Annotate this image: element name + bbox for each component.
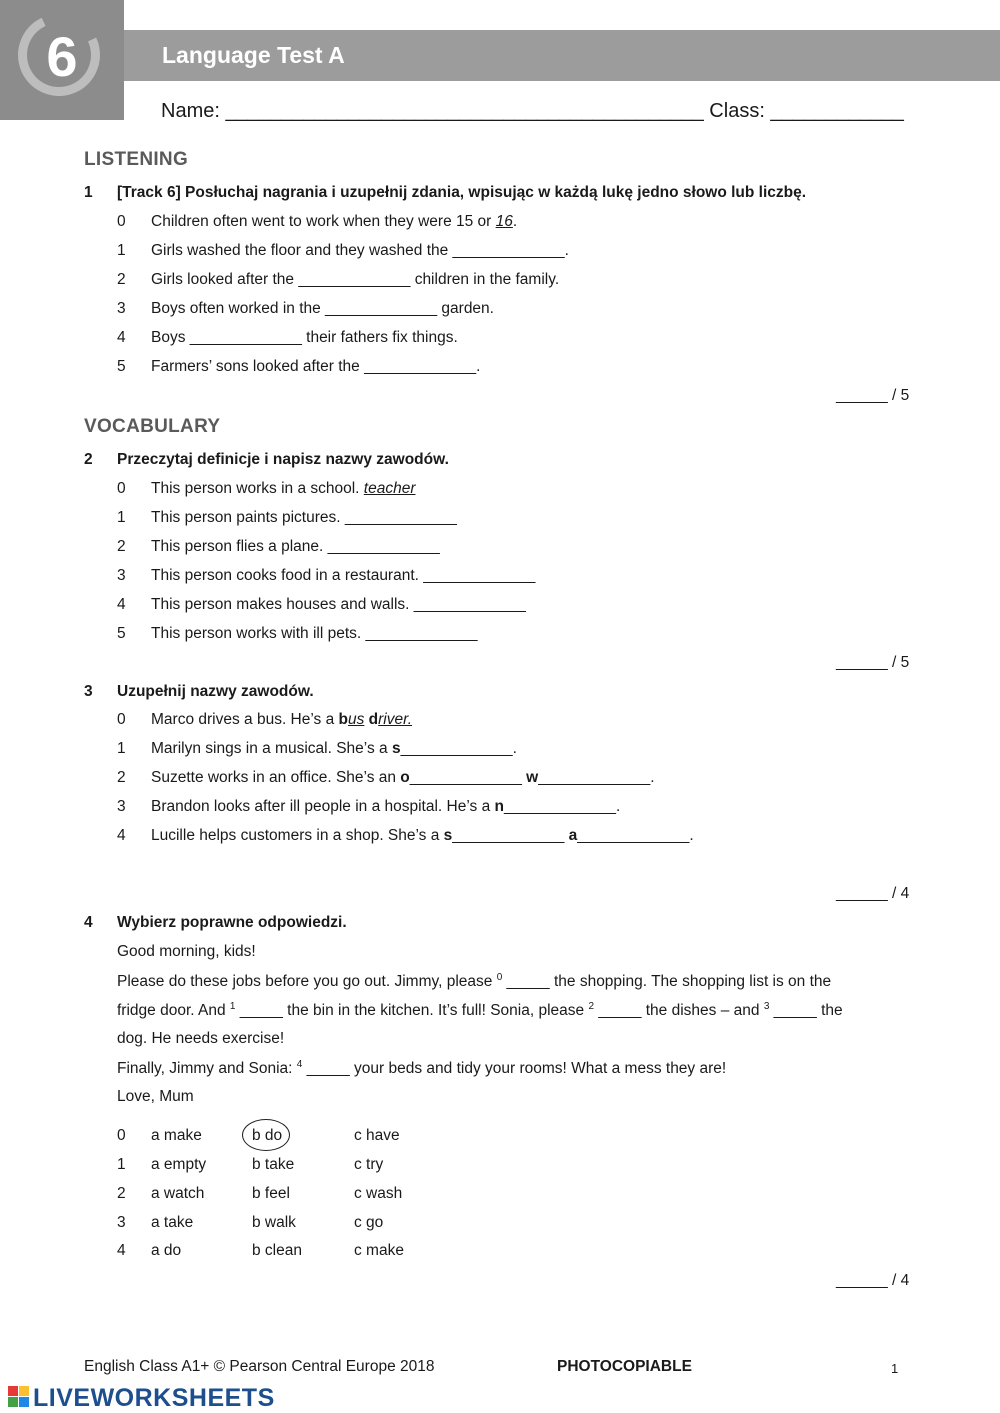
score-4: ______ / 4: [836, 1272, 910, 1289]
title-bar: [124, 30, 1000, 81]
letter-line: Finally, Jimmy and Sonia: $^4$ _____ your beds and tidy your rooms! What a mess they are!: [117, 1059, 727, 1078]
letter-line: dog. He needs exercise!: [117, 1030, 285, 1047]
liveworksheets-logo-icon: [8, 1386, 30, 1408]
footer-copyright: English Class A1+ © Pearson Central Europe 2018: [84, 1358, 435, 1375]
letter-line: Please do these jobs before you go out. Jimmy, please $^0$ _____ the shopping. The shopping list is on the: [117, 972, 832, 991]
score-3: ______ / 4: [836, 885, 910, 902]
letter-line: fridge door. And $^1$ _____ the bin in the kitchen. It’s full! Sonia, please $^2$ _____ the dishes – and $^3$ _____ the: [117, 1001, 843, 1020]
letter-greeting: Good morning, kids!: [117, 943, 256, 960]
listening-heading: LISTENING: [84, 149, 189, 170]
unit-badge: [0, 0, 124, 120]
letter-signoff: Love, Mum: [117, 1088, 194, 1105]
vocabulary-heading: VOCABULARY: [84, 416, 221, 437]
unit-number: 6: [46, 25, 78, 88]
page-title: Language Test A: [162, 42, 345, 68]
option-row: 0 a make b do c have: [0, 1127, 1000, 1147]
score-2: ______ / 5: [836, 654, 910, 671]
liveworksheets-logo[interactable]: LIVEWORKSHEETS: [33, 1384, 275, 1412]
page-number: 1: [891, 1361, 899, 1376]
score-1: ______ / 5: [836, 387, 910, 404]
name-class-row: Name: ___________________________________________ Class: ____________: [161, 100, 904, 122]
footer-photocopiable: PHOTOCOPIABLE: [557, 1358, 692, 1375]
